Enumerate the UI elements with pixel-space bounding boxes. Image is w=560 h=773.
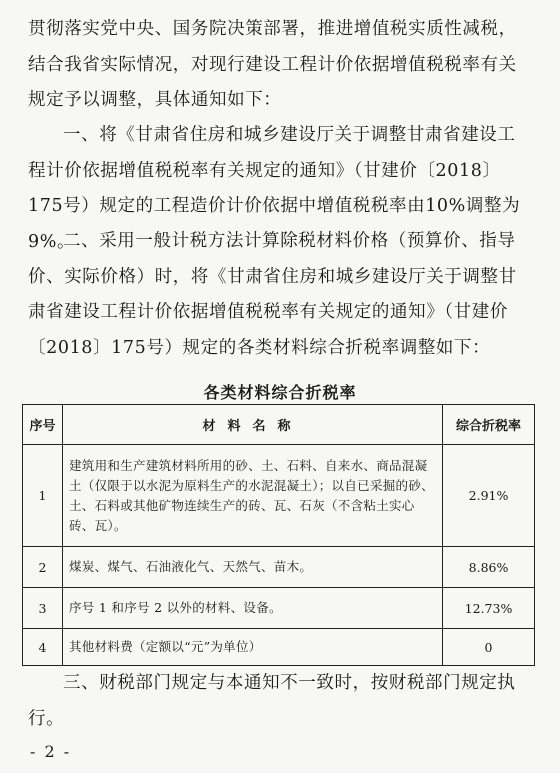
item-two-paragraph: 二、采用一般计税方法计算除税材料价格（预算价、指导价、实际价格）时，将《甘肃省住房和城乡建设厅关于调整甘肃省建设工程计价依据增值税税率有关规定的通知》（甘建价〔2018〕175号）规定的各类材料综合折税率调整如下：	[28, 231, 517, 358]
row-no: 4	[23, 629, 63, 666]
row-no: 1	[23, 445, 63, 547]
row-name: 煤炭、煤气、石油液化气、天然气、苗木。	[63, 547, 443, 588]
tax-rate-table	[22, 404, 535, 666]
table-row	[23, 629, 535, 666]
table-row	[23, 445, 535, 547]
row-name: 序号 1 和序号 2 以外的材料、设备。	[63, 588, 443, 629]
row-rate: 0	[443, 629, 535, 666]
table-row	[23, 547, 535, 588]
page-number: - 2 -	[30, 742, 72, 761]
row-rate: 8.86%	[443, 547, 535, 588]
header-name: 材料名称	[63, 405, 443, 445]
item-one-paragraph: 一、将《甘肃省住房和城乡建设厅关于调整甘肃省建设工程计价依据增值税税率有关规定的通知》（甘建价〔2018〕175号）规定的工程造价计价依据中增值税税率由10%调整为9%。	[28, 125, 521, 252]
header-rate: 综合折税率	[443, 405, 535, 445]
row-rate: 2.91%	[443, 445, 535, 547]
row-name: 其他材料费（定额以“元”为单位）	[63, 629, 443, 666]
header-no: 序号	[23, 405, 63, 445]
row-no: 3	[23, 588, 63, 629]
table-row	[23, 588, 535, 629]
intro-paragraph: 贯彻落实党中央、国务院决策部署，推进增值税实质性减税，结合我省实际情况，对现行建设工程计价依据增值税税率有关规定予以调整，具体通知如下：	[28, 19, 517, 110]
table-header-row	[23, 405, 535, 445]
row-name: 建筑用和生产建筑材料所用的砂、土、石料、自来水、商品混凝土（仅限于以水泥为原料生产的水泥混凝土）；以自已采掘的砂、土、石料或其他矿物连续生产的砖、瓦、石灰（不含粘土实心砖、瓦）。	[63, 445, 443, 547]
table-title: 各类材料综合折税率	[203, 383, 357, 402]
row-rate: 12.73%	[443, 588, 535, 629]
row-no: 2	[23, 547, 63, 588]
item-three-paragraph: 三、财税部门规定与本通知不一致时，按财税部门规定执行。	[28, 673, 516, 729]
